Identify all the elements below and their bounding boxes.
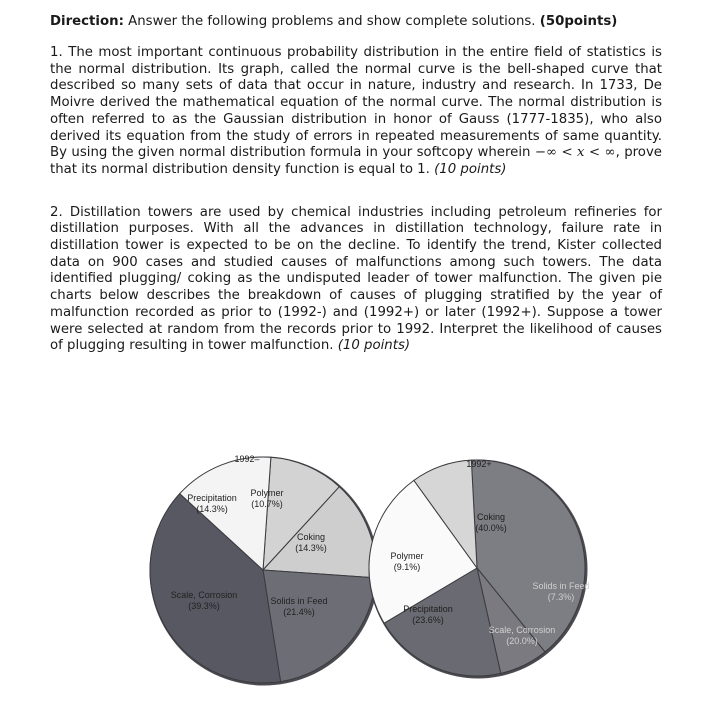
pie-chart-before-1992	[150, 454, 379, 686]
slice-label-polymer: Polymer	[390, 551, 424, 561]
chart-title: 1992–	[234, 454, 260, 464]
slice-value-coking: (40.0%)	[475, 523, 507, 533]
slice-value-coking: (14.3%)	[295, 543, 327, 553]
problem-1-points: (10 points)	[434, 161, 507, 177]
slice-label-coking: Coking	[296, 532, 326, 542]
slice-label-scale-corrosion: Scale, Corrosion	[170, 590, 238, 600]
slice-value-scale-corrosion: (20.0%)	[506, 636, 538, 646]
problem-1-text-end: , prove that its normal distribution density function is equal to 1.	[50, 145, 662, 177]
problem-1-math: −∞ < x < ∞	[534, 145, 616, 161]
problem-2-text: 2. Distillation towers are used by chemical industries including petroleum refineries for distillation purposes. With all the advances in distillation technology, failure rate in distillation tower is expected to be on the decline. To identify the trend, Kister collected data on 900 cases and studied causes of malfunctions among such towers. The data identified plugging/ coking as the undisputed leader of tower malfunction. The given pie charts below describes the breakdown of causes of plugging stratified by the year of malfunction recorded as prior to (1992-) and (1992+) or later (1992+). Suppose a tower were selected at random from the records prior to 1992. Interpret the likelihood of causes of plugging resulting in tower malfunction.	[50, 204, 662, 354]
slice-label-solids-in-feed: Solids in Feed	[532, 581, 590, 591]
slice-value-polymer: (9.1%)	[393, 562, 421, 572]
problem-2-points: (10 points)	[337, 338, 411, 354]
problem-1-text: 1. The most important continuous probability distribution in the entire field of statistics is the normal distribution. Its graph, called the normal curve is the bell-shaped curve that described so many sets of data that occur in nature, industry and research. In 1733, De Moivre derived the mathematical equation of the normal curve. The normal distribution is often referred to as the Gaussian distribution in honor of Gauss (1777-1835), who also derived its equation from the study of errors in repeated measurements of same quantity. By using the given normal distribution formula in your softcopy wherein	[50, 45, 662, 161]
slice-value-precipitation: (23.6%)	[412, 615, 444, 625]
slice-label-scale-corrosion: Scale, Corrosion	[488, 625, 556, 635]
direction-text: Answer the following problems and show complete solutions.	[123, 14, 540, 29]
pie-chart-after-1992	[369, 459, 590, 679]
slice-value-precipitation: (14.3%)	[196, 504, 228, 514]
chart-title: 1992+	[466, 459, 492, 469]
pie-slice-solids-in-feed	[263, 570, 376, 682]
slice-label-polymer: Polymer	[250, 488, 284, 498]
slice-label-coking: Coking	[476, 512, 506, 522]
slice-value-polymer: (10.7%)	[251, 499, 283, 509]
slice-label-precipitation: Precipitation	[403, 604, 453, 614]
slice-value-solids-in-feed: (7.3%)	[547, 592, 575, 602]
slice-value-scale-corrosion: (39.3%)	[188, 601, 220, 611]
slice-label-precipitation: Precipitation	[187, 493, 237, 503]
direction-points: (50points)	[539, 14, 618, 29]
slice-label-solids-in-feed: Solids in Feed	[270, 596, 328, 606]
slice-value-solids-in-feed: (21.4%)	[283, 607, 315, 617]
direction-label: Direction:	[50, 14, 124, 29]
